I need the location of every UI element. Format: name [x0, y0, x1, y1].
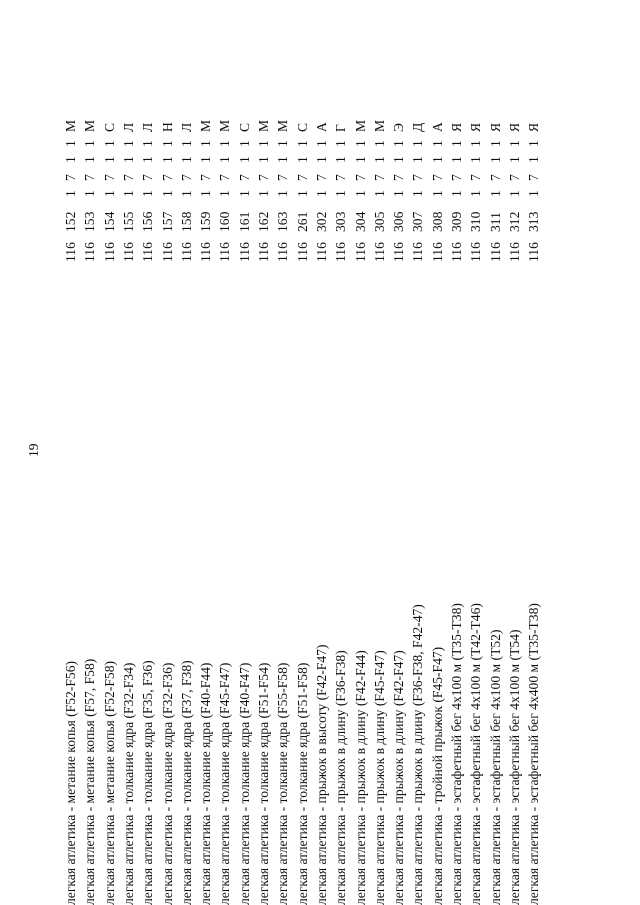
code-part-d: 1 [526, 156, 542, 163]
code-part-d: 1 [198, 156, 214, 163]
discipline-code: 116 [487, 242, 503, 262]
code-letter: А [429, 122, 445, 132]
table-row [448, 0, 466, 905]
code-part-e: 1 [275, 140, 291, 147]
code-part-a: 1 [63, 190, 78, 197]
code-letter: М [371, 119, 387, 132]
discipline-description: легкая атлетика - толкание ядра (F40-F44) [198, 662, 214, 905]
code-part-e: 1 [429, 140, 445, 147]
discipline-number: 155 [120, 211, 136, 232]
code-letter: Л [140, 122, 156, 132]
table-row [255, 0, 273, 905]
code-part-e: 1 [236, 140, 252, 147]
code-part-d: 1 [333, 156, 349, 163]
code-part-a: 1 [140, 190, 156, 197]
code-part-e: 1 [198, 140, 214, 147]
code-letter: Л [120, 122, 136, 132]
discipline-number: 306 [391, 211, 407, 232]
code-part-b: 7 [101, 174, 117, 181]
discipline-description: легкая атлетика - эстафетный бег 4х400 м (Т35-Т38) [526, 603, 542, 905]
code-part-a: 1 [159, 190, 175, 197]
code-part-d: 1 [449, 156, 464, 163]
code-part-b: 7 [313, 174, 329, 181]
code-part-a: 1 [294, 190, 310, 197]
discipline-number: 160 [217, 211, 233, 232]
code-part-b: 7 [275, 174, 291, 181]
code-part-e: 1 [294, 140, 310, 147]
code-letter: Я [468, 122, 484, 132]
code-letter: Д [410, 122, 426, 132]
code-letter: М [352, 119, 368, 132]
discipline-number: 162 [256, 211, 271, 232]
discipline-number: 156 [140, 211, 156, 232]
table-row [506, 0, 524, 905]
code-part-d: 1 [178, 156, 194, 163]
code-part-e: 1 [371, 140, 387, 147]
discipline-description: легкая атлетика - толкание ядра (F40-F47) [236, 662, 252, 905]
code-letter: С [294, 122, 310, 132]
discipline-number: 161 [236, 211, 252, 232]
table-row [390, 0, 408, 905]
table-row [429, 0, 447, 905]
code-part-e: 1 [101, 140, 117, 147]
code-part-e: 1 [63, 140, 78, 147]
discipline-code: 116 [120, 242, 136, 262]
table-row [62, 0, 80, 905]
code-part-a: 1 [120, 190, 136, 197]
code-part-d: 1 [256, 156, 271, 163]
table-row [487, 0, 505, 905]
code-part-a: 1 [256, 190, 271, 197]
code-part-d: 1 [506, 156, 522, 163]
code-part-d: 1 [313, 156, 329, 163]
code-part-b: 7 [352, 174, 368, 181]
code-part-d: 1 [275, 156, 291, 163]
discipline-description: легкая атлетика - эстафетный бег 4х100 м (Т42-Т46) [468, 603, 484, 905]
discipline-description: легкая атлетика - метание копья (F52-F56) [63, 660, 78, 905]
discipline-number: 311 [487, 212, 503, 232]
code-part-d: 1 [217, 156, 233, 163]
discipline-description: легкая атлетика - прыжок в высоту (F42-F47) [313, 644, 329, 905]
table-row [525, 0, 543, 905]
code-part-d: 1 [63, 156, 78, 163]
code-letter: Я [487, 122, 503, 132]
discipline-code: 116 [82, 242, 98, 262]
discipline-description: легкая атлетика - толкание ядра (F35, F36) [140, 660, 156, 905]
discipline-description: легкая атлетика - толкание ядра (F37, F38) [178, 660, 194, 905]
code-letter: А [313, 122, 329, 132]
code-part-d: 1 [82, 156, 98, 163]
code-part-a: 1 [506, 190, 522, 197]
discipline-number: 152 [63, 211, 78, 232]
table-row [274, 0, 292, 905]
code-part-a: 1 [429, 190, 445, 197]
code-letter: М [82, 119, 98, 132]
code-part-b: 7 [140, 174, 156, 181]
code-part-e: 1 [313, 140, 329, 147]
discipline-code: 116 [429, 242, 445, 262]
table-row [120, 0, 138, 905]
code-part-b: 7 [236, 174, 252, 181]
code-part-e: 1 [526, 140, 542, 147]
code-part-e: 1 [256, 140, 271, 147]
discipline-code: 116 [449, 242, 464, 262]
table-row [371, 0, 389, 905]
code-part-d: 1 [140, 156, 156, 163]
code-letter: С [236, 122, 252, 132]
discipline-code: 116 [391, 242, 407, 262]
discipline-number: 153 [82, 211, 98, 232]
discipline-number: 309 [449, 211, 464, 232]
code-part-e: 1 [487, 140, 503, 147]
code-part-b: 7 [333, 174, 349, 181]
discipline-number: 158 [178, 211, 194, 232]
table-row [216, 0, 234, 905]
discipline-description: легкая атлетика - прыжок в длину (F36-F38, F42-47) [410, 604, 426, 905]
discipline-number: 163 [275, 211, 291, 232]
discipline-number: 304 [352, 211, 368, 232]
code-part-a: 1 [449, 190, 464, 197]
code-part-e: 1 [333, 140, 349, 147]
code-part-b: 7 [391, 174, 407, 181]
code-part-a: 1 [371, 190, 387, 197]
discipline-number: 312 [506, 211, 522, 232]
code-part-e: 1 [159, 140, 175, 147]
discipline-number: 310 [468, 211, 484, 232]
table-row [236, 0, 254, 905]
code-part-b: 7 [371, 174, 387, 181]
discipline-code: 116 [140, 242, 156, 262]
code-part-b: 7 [198, 174, 214, 181]
code-part-a: 1 [101, 190, 117, 197]
code-part-e: 1 [178, 140, 194, 147]
discipline-number: 305 [371, 211, 387, 232]
discipline-description: легкая атлетика - эстафетный бег 4х100 м (Т35-Т38) [449, 603, 464, 905]
code-part-b: 7 [429, 174, 445, 181]
discipline-code: 116 [217, 242, 233, 262]
code-letter: М [198, 119, 214, 132]
discipline-number: 307 [410, 211, 426, 232]
code-part-e: 1 [140, 140, 156, 147]
discipline-description: легкая атлетика - толкание ядра (F51-F54) [256, 662, 271, 905]
discipline-code: 116 [63, 242, 78, 262]
discipline-code: 116 [333, 242, 349, 262]
code-part-a: 1 [526, 190, 542, 197]
code-letter: Г [333, 124, 349, 132]
table-row [101, 0, 119, 905]
discipline-description: легкая атлетика - толкание ядра (F45-F47) [217, 662, 233, 905]
code-part-b: 7 [506, 174, 522, 181]
code-part-e: 1 [410, 140, 426, 147]
code-part-b: 7 [294, 174, 310, 181]
code-letter: М [63, 119, 78, 132]
table-row [313, 0, 331, 905]
discipline-description: легкая атлетика - толкание ядра (F55-F58) [275, 662, 291, 905]
code-part-e: 1 [468, 140, 484, 147]
code-part-b: 7 [256, 174, 271, 181]
page-number: 19 [26, 443, 41, 457]
discipline-description: легкая атлетика - толкание ядра (F32-F36) [159, 662, 175, 905]
discipline-description: легкая атлетика - метание копья (F57, F58) [82, 658, 98, 905]
code-part-a: 1 [82, 190, 98, 197]
discipline-description: легкая атлетика - прыжок в длину (F45-F47) [371, 650, 387, 905]
table-row [178, 0, 196, 905]
code-part-d: 1 [468, 156, 484, 163]
code-letter: Я [506, 122, 522, 132]
discipline-description: легкая атлетика - прыжок в длину (F42-F47) [391, 650, 407, 905]
discipline-number: 154 [101, 211, 117, 232]
discipline-number: 261 [294, 211, 310, 232]
discipline-code: 116 [159, 242, 175, 262]
code-part-d: 1 [410, 156, 426, 163]
code-part-d: 1 [391, 156, 407, 163]
table-row [467, 0, 485, 905]
discipline-code: 116 [275, 242, 291, 262]
code-letter: Я [526, 122, 542, 132]
discipline-code: 116 [526, 242, 542, 262]
discipline-code: 116 [410, 242, 426, 262]
discipline-code: 116 [468, 242, 484, 262]
discipline-number: 308 [429, 211, 445, 232]
discipline-number: 159 [198, 211, 214, 232]
code-part-d: 1 [120, 156, 136, 163]
code-part-d: 1 [101, 156, 117, 163]
discipline-description: легкая атлетика - метание копья (F52-F58) [101, 660, 117, 905]
code-part-d: 1 [487, 156, 503, 163]
discipline-code: 116 [294, 242, 310, 262]
discipline-description: легкая атлетика - эстафетный бег 4х100 м (Т52) [487, 629, 503, 905]
code-part-e: 1 [352, 140, 368, 147]
code-letter: Я [449, 122, 464, 132]
discipline-number: 302 [313, 211, 329, 232]
code-part-d: 1 [236, 156, 252, 163]
code-part-e: 1 [120, 140, 136, 147]
code-part-d: 1 [294, 156, 310, 163]
code-part-a: 1 [178, 190, 194, 197]
code-part-e: 1 [449, 140, 464, 147]
code-part-a: 1 [410, 190, 426, 197]
discipline-code: 116 [506, 242, 522, 262]
code-letter: М [275, 119, 291, 132]
table-row [352, 0, 370, 905]
code-letter: Н [159, 122, 175, 132]
code-part-e: 1 [506, 140, 522, 147]
table-row [332, 0, 350, 905]
discipline-description: легкая атлетика - эстафетный бег 4х100 м (Т54) [506, 629, 522, 905]
discipline-description: легкая атлетика - толкание ядра (F32-F34) [120, 662, 136, 905]
discipline-number: 303 [333, 211, 349, 232]
table-row [409, 0, 427, 905]
discipline-code: 116 [313, 242, 329, 262]
code-part-a: 1 [217, 190, 233, 197]
discipline-description: легкая атлетика - толкание ядра (F51-F58) [294, 662, 310, 905]
code-part-a: 1 [236, 190, 252, 197]
table-row [81, 0, 99, 905]
code-part-e: 1 [217, 140, 233, 147]
code-part-b: 7 [526, 174, 542, 181]
code-part-a: 1 [333, 190, 349, 197]
table-row [197, 0, 215, 905]
code-part-d: 1 [429, 156, 445, 163]
code-part-a: 1 [487, 190, 503, 197]
code-part-a: 1 [391, 190, 407, 197]
code-part-d: 1 [371, 156, 387, 163]
code-letter: М [256, 119, 271, 132]
code-part-b: 7 [468, 174, 484, 181]
code-part-a: 1 [275, 190, 291, 197]
code-part-b: 7 [410, 174, 426, 181]
code-part-a: 1 [313, 190, 329, 197]
code-letter: С [101, 122, 117, 132]
code-part-e: 1 [82, 140, 98, 147]
discipline-description: легкая атлетика - тройной прыжок (F45-F47) [429, 646, 445, 905]
discipline-number: 157 [159, 211, 175, 232]
code-letter: Э [391, 123, 407, 132]
discipline-code: 116 [352, 242, 368, 262]
table-row [294, 0, 312, 905]
table-row [139, 0, 157, 905]
code-part-b: 7 [63, 174, 78, 181]
code-part-a: 1 [198, 190, 214, 197]
discipline-code: 116 [178, 242, 194, 262]
code-part-a: 1 [352, 190, 368, 197]
code-part-b: 7 [120, 174, 136, 181]
discipline-description: легкая атлетика - прыжок в длину (F42-F44) [352, 650, 368, 905]
discipline-description: легкая атлетика - прыжок в длину (F36-F38) [333, 650, 349, 905]
table-row [159, 0, 177, 905]
code-part-b: 7 [449, 174, 464, 181]
code-part-e: 1 [391, 140, 407, 147]
discipline-code: 116 [236, 242, 252, 262]
code-letter: М [217, 119, 233, 132]
code-part-b: 7 [82, 174, 98, 181]
discipline-code: 116 [371, 242, 387, 262]
code-part-a: 1 [468, 190, 484, 197]
code-letter: Л [178, 122, 194, 132]
code-part-b: 7 [217, 174, 233, 181]
code-part-b: 7 [178, 174, 194, 181]
code-part-d: 1 [159, 156, 175, 163]
discipline-code: 116 [101, 242, 117, 262]
discipline-number: 313 [526, 211, 542, 232]
discipline-code: 116 [198, 242, 214, 262]
discipline-code: 116 [256, 242, 271, 262]
code-part-d: 1 [352, 156, 368, 163]
code-part-b: 7 [487, 174, 503, 181]
code-part-b: 7 [159, 174, 175, 181]
